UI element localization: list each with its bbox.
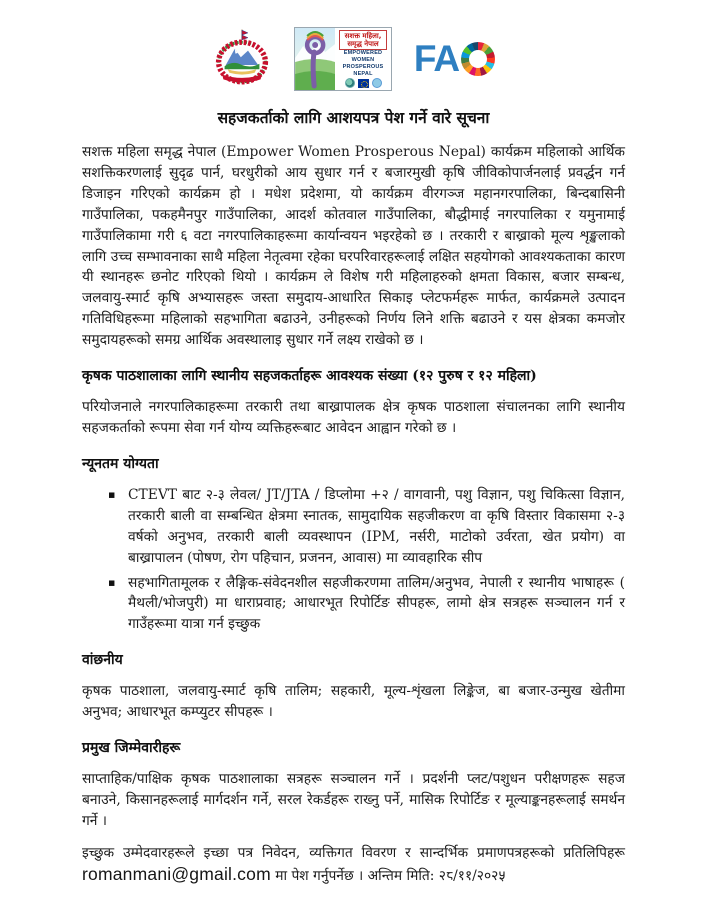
empowered-women-prosperous-nepal-logo — [294, 27, 392, 91]
fao-logo — [413, 38, 495, 79]
ewpn-english-line2: PROSPEROUS NEPAL — [342, 64, 384, 77]
position-paragraph: परियोजनाले नगरपालिकाहरूमा तरकारी तथा बाख्रापालक क्षेत्र कृषक पाठशाला संचालनका लागि स्थानीय सहजकर्ताको रूपमा सेवा गर्न योग्य व्यक्तिहरूबाट आवेदन आह्वान गरेको छ । — [82, 399, 625, 436]
responsibilities-heading: प्रमुख जिम्मेवारीहरू — [82, 740, 181, 757]
logo-header — [82, 22, 625, 96]
application-email: romanmani@gmail.com — [82, 863, 271, 884]
application-deadline: मा पेश गर्नुपर्नेछ । अन्तिम मिति: २८/११/२०२५ — [275, 867, 506, 884]
desirable-paragraph: कृषक पाठशाला, जलवायु-स्मार्ट कृषि तालिम; सहकारी, मूल्य-शृंखला लिङ्केज, बा बजार-उन्मुख खेतीमा अनुभव; आधारभूत कम्प्युटर सीपहरू । — [82, 683, 625, 721]
sdg-wheel-icon — [461, 42, 495, 76]
ewpn-english-text — [337, 50, 389, 78]
province-round-logo-icon — [345, 78, 355, 88]
ewpn-nepali-text — [339, 30, 387, 50]
partner-logos-row — [345, 78, 382, 88]
notice-title: सहजकर्ताको लागि आशयपत्र पेश गर्ने वारे सूचना — [217, 108, 490, 127]
intro-paragraph: सशक्त महिला समृद्ध नेपाल (Empower Women Prosperous Nepal) कार्यक्रम महिलाको आर्थिक सशक्तिकरणलाई सुदृढ पार्न, घरधुरीको आय सुधार गर्न र बजारमुखी कृषि जीविकोपार्जनलाई प्रवर्द्धन गर्न डिजाइन गरिएको कार्यक्रम हो । मधेश प्रदेशमा, यो कार्यक्रम वीरगञ्ज महानगरपालिका, बिन्दबासिनी गाउँपालिका, पकहमैनपुर गाउँपालिका, आदर्श कोतवाल गाउँपालिका, बौद्धीमाई नगरपालिका र यमुनामाई गाउँपालिकामा गरी ६ वटा नगरपालिकाहरूमा कार्यान्वयन भइरहेको छ । तरकारी र बाख्राको मूल्य शृङ्खलाको लागि उच्च सम्भावनाका साथै महिला नेतृत्वमा रहेका घरपरिवारहरूलाई लक्षित सहयोगको आवश्यकताका कारण यी स्थानहरू छनोट गरिएको थियो । कार्यक्रम ले विशेष गरी महिलाहरुको क्षमता विकास, बजार सम्बन्ध, जलवायु-स्मार्ट कृषि अभ्यासहरू जस्ता समुदाय-आधारित सिकाइ प्लेटफर्महरू मार्फत, कार्यक्रमले उत्पादन गतिविधिहरूमा महिलाको सहभागिता बढाउने, उनीहरूको निर्णय लिने शक्ति बढाउने र यस क्षेत्रका कमजोर समुदायहरूको समग्र आर्थिक अवस्थालाइ सुधार गर्ने लक्ष्य राखेको छ । — [82, 144, 625, 349]
fao-letters: FA — [413, 38, 460, 79]
qualifications-list — [82, 485, 625, 635]
nepal-government-emblem-icon — [212, 28, 272, 90]
ewpn-nepali-line1: सशक्त महिला, — [344, 32, 382, 40]
application-paragraph — [82, 843, 625, 887]
ewpn-english-line1: EMPOWERED WOMEN — [343, 50, 383, 63]
ewpn-text-panel — [335, 28, 391, 90]
desirable-heading: वांछनीय — [82, 652, 123, 669]
position-heading: कृषक पाठशालाका लागि स्थानीय सहजकर्ताहरू आवश्यक संख्या (१२ पुरुष र १२ महिला) — [82, 368, 537, 385]
qualifications-heading: न्यूनतम योग्यता — [82, 455, 159, 472]
ewpn-nepali-line2: समृद्ध नेपाल — [347, 40, 379, 48]
application-instructions: इच्छुक उम्मेदवारहरूले इच्छा पत्र निवेदन, व्यक्तिगत विवरण र सान्दर्भिक प्रमाणपत्रहरूको प्रतिलिपिहरू — [82, 844, 625, 861]
un-emblem-icon — [372, 78, 382, 88]
eu-flag-icon — [358, 79, 369, 88]
qualification-item: ▪ CTEVT बाट २-३ लेवल/ JT/JTA / डिप्लोमा +२ / वागवानी, पशु विज्ञान, पशु चिकित्सा विज्ञान, तरकारी बाली वा सम्बन्धित क्षेत्रमा स्नातक, सामुदायिक सहजीकरण वा कृषि विस्तार विकासमा २-३ वर्षको अनुभव, तरकारी बाली व्यवस्थापन (IPM, नर्सरी, माटोको उर्वरता, खेत प्रयोग) वा बाख्रापालन (पोषण, रोग पहिचान, प्रजनन, आवास) मा व्यावहारिक सीप — [108, 485, 625, 569]
fern-illustration-icon — [295, 28, 335, 90]
responsibilities-paragraph: साप्ताहिक/पाक्षिक कृषक पाठशालाका सत्रहरू सञ्चालन गर्ने । प्रदर्शनी प्लट/पशुधन परीक्षणहरू सहज बनाउने, किसानहरूलाई मार्गदर्शन गर्ने, सरल रेकर्डहरू राख्नु पर्ने, मासिक रिपोर्टिङ र मूल्याङ्कनहरूलाई समर्थन गर्ने । — [82, 771, 625, 829]
qualification-item: ▪ सहभागितामूलक र लैङ्गिक-संवेदनशील सहजीकरणमा तालिम/अनुभव, नेपाली र स्थानीय भाषाहरू ( मैथली/भोजपुरी) मा धाराप्रवाह; आधारभूत रिपोर्टिङ सीपहरू, लामो क्षेत्र सत्रहरू सञ्चालन गर्न र गाउँहरूमा यात्रा गर्न इच्छुक — [108, 573, 625, 636]
